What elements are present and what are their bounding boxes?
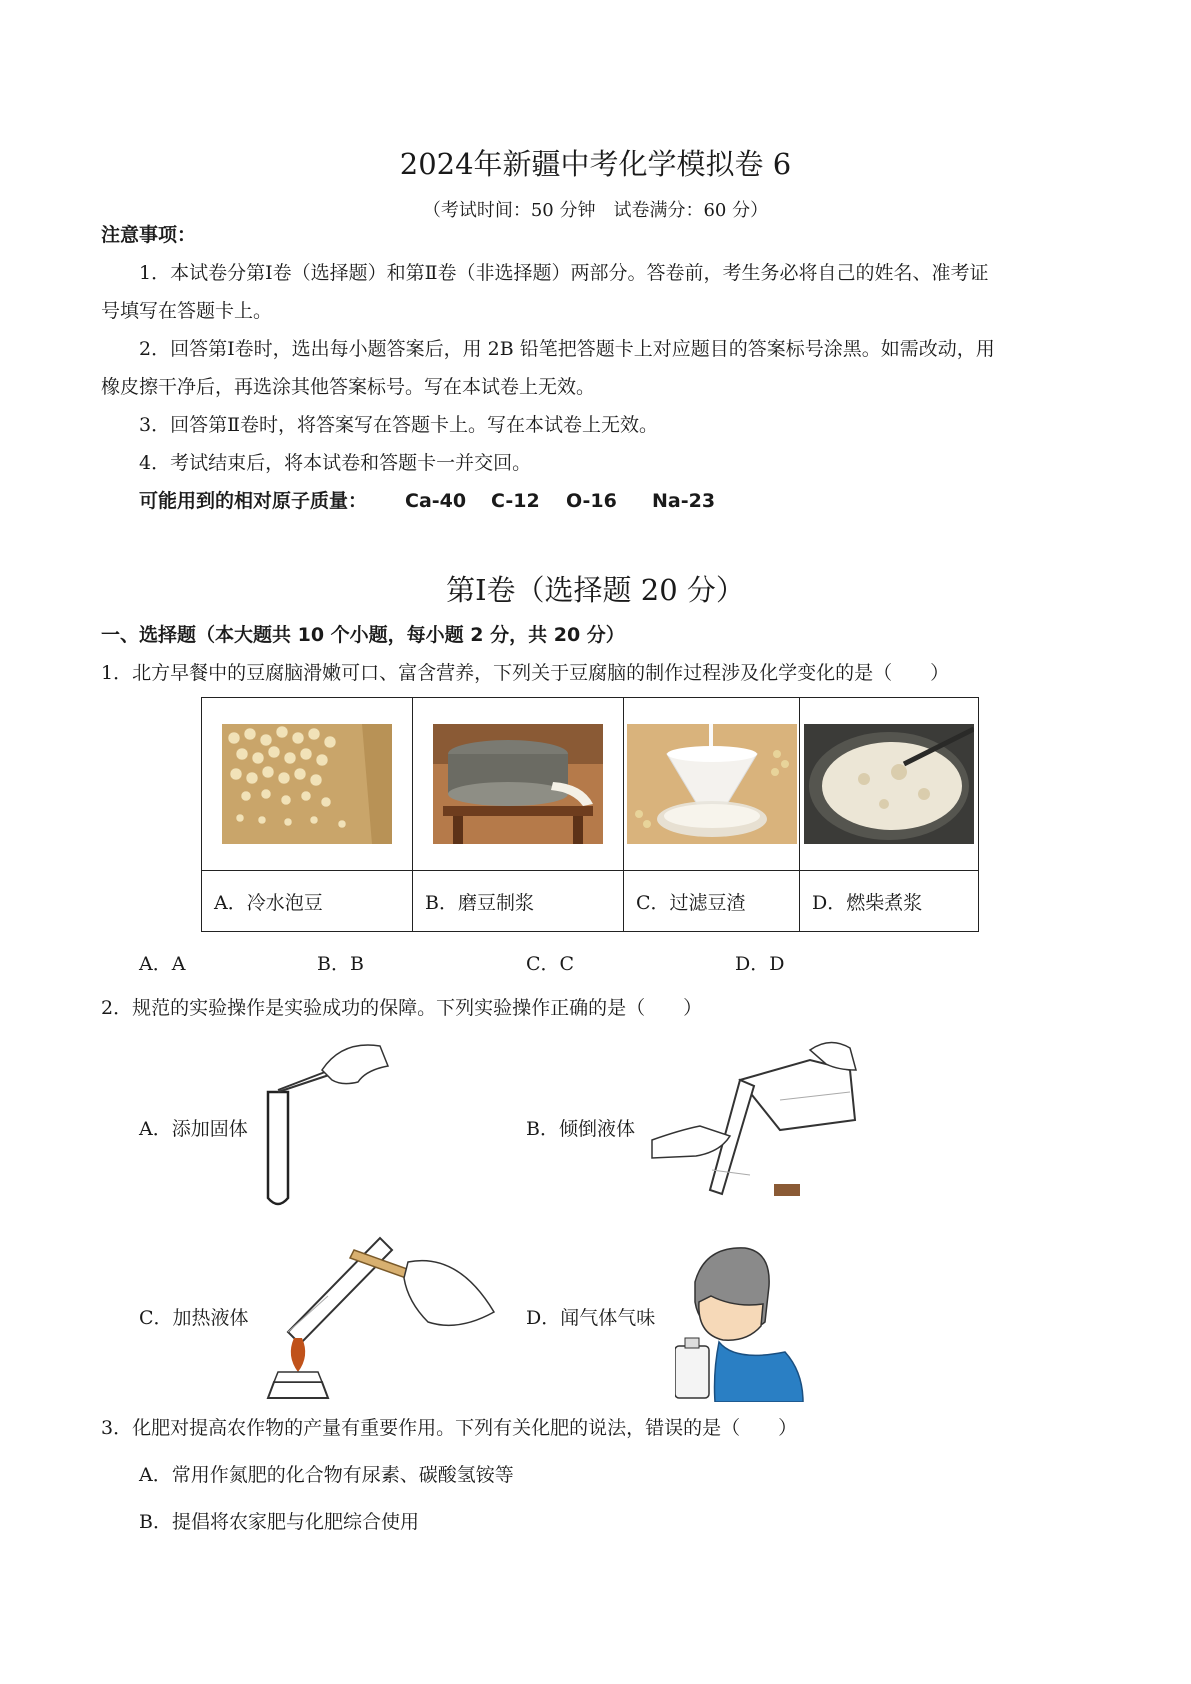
note-line: 2．回答第Ⅰ卷时，选出每小题答案后，用 2B 铅笔把答题卡上对应题目的答案标号涂黑。如需改动，用	[139, 338, 995, 360]
q2-option-c[interactable]: C．加热液体	[139, 1307, 249, 1329]
heating-liquid-illustration	[258, 1232, 498, 1402]
exam-info: （考试时间：50 分钟 试卷满分：60 分）	[422, 200, 769, 221]
q3-option-a[interactable]: A．常用作氮肥的化合物有尿素、碳酸氢铵等	[139, 1464, 514, 1486]
page-title: 2024年新疆中考化学模拟卷 6	[399, 147, 792, 181]
atomic-mass-na: Na-23	[652, 490, 716, 512]
photo-boiling	[800, 698, 979, 871]
photo-grinding	[413, 698, 624, 871]
adding-solid-illustration	[262, 1040, 392, 1212]
q1-label-a: A．冷水泡豆	[202, 871, 413, 932]
question-3-stem: 3．化肥对提高农作物的产量有重要作用。下列有关化肥的说法，错误的是（ ）	[101, 1417, 798, 1439]
note-line: 3．回答第Ⅱ卷时，将答案写在答题卡上。写在本试卷上无效。	[139, 414, 659, 436]
q2-option-a[interactable]: A．添加固体	[139, 1118, 248, 1140]
photo-filtering	[624, 698, 800, 871]
pouring-liquid-illustration	[650, 1040, 860, 1200]
q1-label-d: D．燃柴煮浆	[800, 871, 979, 932]
note-line: 4．考试结束后，将本试卷和答题卡一并交回。	[139, 452, 532, 474]
note-line: 号填写在答题卡上。	[101, 300, 273, 322]
atomic-mass-label: 可能用到的相对原子质量：	[139, 490, 368, 512]
boiling-pot-image	[804, 724, 974, 844]
q1-choice-c[interactable]: C．C	[526, 953, 575, 975]
filter-image	[627, 724, 797, 844]
question-1-stem: 1．北方早餐中的豆腐脑滑嫩可口、富含营养，下列关于豆腐脑的制作过程涉及化学变化的是（ ）	[101, 662, 950, 684]
q1-choice-a[interactable]: A．A	[139, 953, 186, 975]
stone-mill-image	[433, 724, 603, 844]
q1-label-b: B．磨豆制浆	[413, 871, 624, 932]
q1-choice-d[interactable]: D．D	[735, 953, 785, 975]
atomic-mass-o: O-16	[566, 490, 617, 512]
part-heading: 一、选择题（本大题共 10 个小题，每小题 2 分，共 20 分）	[101, 624, 625, 646]
q2-option-b[interactable]: B．倾倒液体	[526, 1118, 635, 1140]
note-line: 橡皮擦干净后，再选涂其他答案标号。写在本试卷上无效。	[101, 376, 596, 398]
question-2-stem: 2．规范的实验操作是实验成功的保障。下列实验操作正确的是（ ）	[101, 997, 703, 1019]
q1-option-table	[201, 697, 979, 932]
note-line: 1．本试卷分第Ⅰ卷（选择题）和第Ⅱ卷（非选择题）两部分。答卷前，考生务必将自己的姓名、准考证	[139, 262, 989, 284]
q3-option-b[interactable]: B．提倡将农家肥与化肥综合使用	[139, 1511, 419, 1533]
atomic-mass-c: C-12	[491, 490, 540, 512]
atomic-mass-ca: Ca-40	[405, 490, 467, 512]
q2-option-d[interactable]: D．闻气体气味	[526, 1307, 656, 1329]
photo-soaking-beans	[202, 698, 413, 871]
smelling-gas-illustration	[675, 1242, 805, 1402]
q1-choice-b[interactable]: B．B	[317, 953, 364, 975]
section-title: 第Ⅰ卷（选择题 20 分）	[446, 573, 745, 607]
soybeans-image	[222, 724, 392, 844]
notes-heading: 注意事项：	[101, 224, 197, 246]
q1-label-c: C．过滤豆渣	[624, 871, 800, 932]
